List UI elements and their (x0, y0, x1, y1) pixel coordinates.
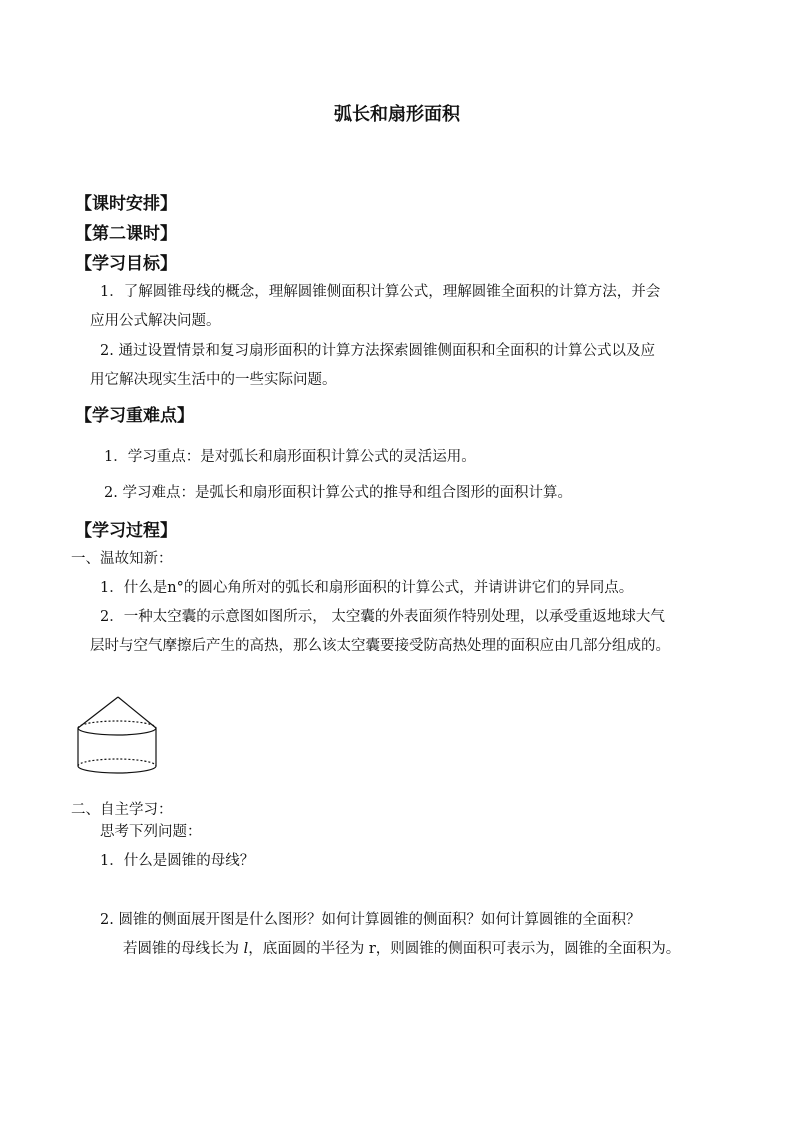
section-1-item-2-line-1: 2．一种太空囊的示意图如图所示， 太空囊的外表面须作特别处理，以承受重返地球大气 (100, 609, 665, 625)
heading-keypoints: 【学习重难点】 (75, 406, 194, 426)
section-1-item-2-line-2: 层时与空气摩擦后产生的高热，那么该太空囊要接受防高热处理的面积应由几部分组成的。 (90, 638, 670, 654)
top-ellipse-back (78, 721, 156, 728)
page-title: 弧长和扇形面积 (334, 104, 460, 125)
goal-item-2-line-1: 2. 通过设置情景和复习扇形面积的计算方法探索圆锥侧面积和全面积的计算公式以及应 (100, 343, 655, 359)
goal-item-1-line-2: 应用公式解决问题。 (90, 313, 221, 329)
section-1-title: 一、温故知新： (71, 551, 173, 567)
section-2-item-3-pre: 若圆锥的母线长为 (123, 941, 244, 957)
space-capsule-figure (76, 694, 160, 778)
bottom-ellipse-back (78, 759, 156, 766)
top-ellipse-front (78, 728, 156, 735)
section-2-item-3-post: ，底面圆的半径为 r，则圆锥的侧面积可表示为，圆锥的全面积为。 (248, 941, 681, 957)
bottom-ellipse-front (78, 766, 156, 773)
cone-right-edge (118, 697, 156, 728)
section-2-intro: 思考下列问题： (100, 824, 202, 840)
heading-goals: 【学习目标】 (75, 254, 177, 274)
goal-item-1-line-1: 1．了解圆锥母线的概念，理解圆锥侧面积计算公式，理解圆锥全面积的计算方法，并会 (100, 284, 661, 300)
section-2-item-1: 1．什么是圆锥的母线？ (100, 853, 255, 869)
cone-left-edge (78, 697, 118, 728)
goal-item-2-line-2: 用它解决现实生活中的一些实际问题。 (90, 372, 337, 388)
heading-lesson: 【第二课时】 (75, 224, 177, 244)
slant-height-variable: l (243, 941, 249, 957)
keypoint-item-1: 1．学习重点：是对弧长和扇形面积计算公式的灵活运用。 (104, 449, 476, 465)
keypoint-item-2: 2. 学习难点：是弧长和扇形面积计算公式的推导和组合图形的面积计算。 (104, 485, 572, 501)
section-2-title: 二、自主学习： (71, 802, 173, 818)
heading-schedule: 【课时安排】 (75, 194, 177, 214)
section-2-item-3 (123, 939, 680, 959)
heading-process: 【学习过程】 (75, 521, 177, 541)
section-1-item-1: 1．什么是n°的圆心角所对的弧长和扇形面积的计算公式，并请讲讲它们的异同点。 (100, 580, 634, 596)
section-2-item-2: 2. 圆锥的侧面展开图是什么图形？如何计算圆锥的侧面积？如何计算圆锥的全面积？ (100, 912, 641, 928)
